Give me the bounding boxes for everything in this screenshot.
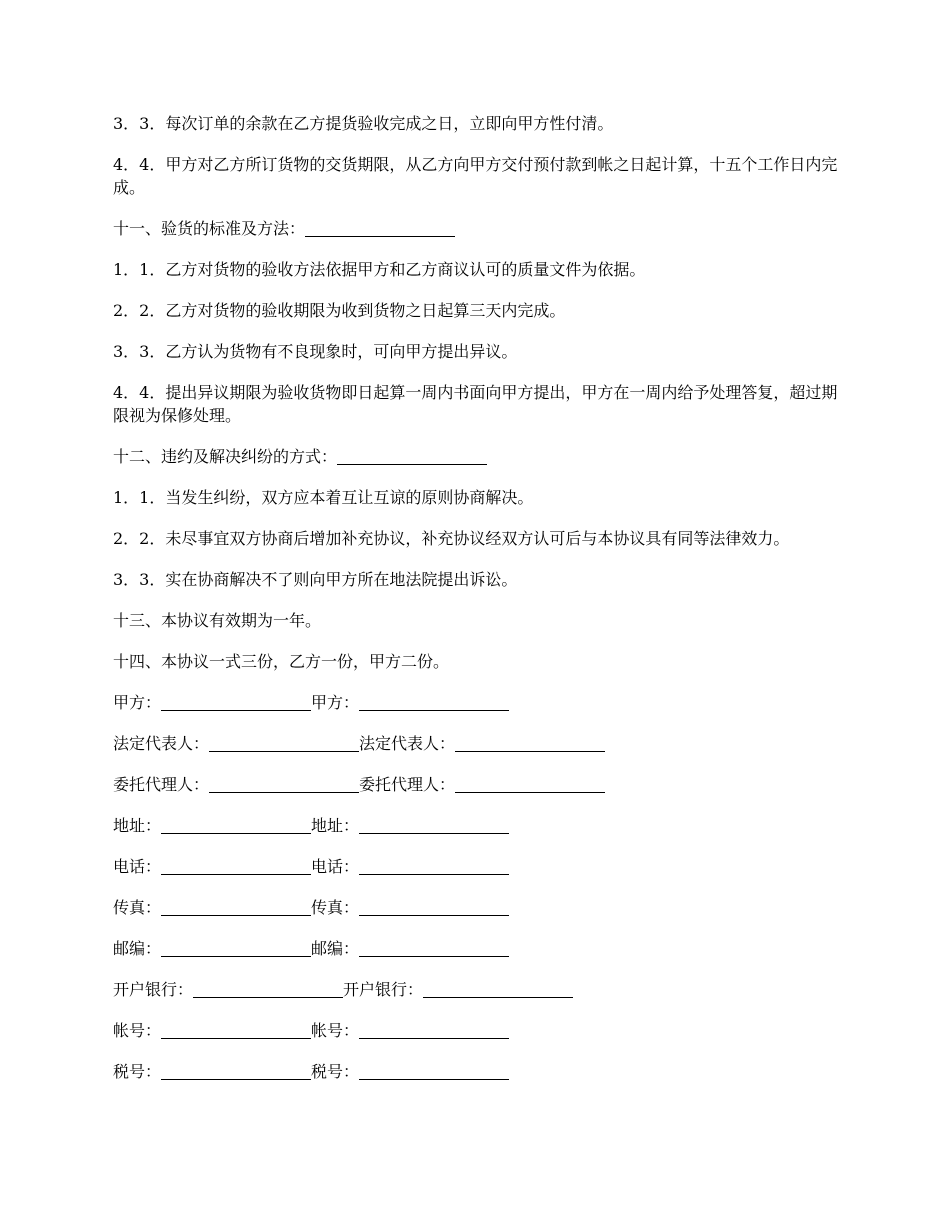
fill-blank xyxy=(455,733,605,752)
fill-blank xyxy=(359,692,509,711)
clause-12-3: 3．3．实在协商解决不了则向甲方所在地法院提出诉讼。 xyxy=(113,570,518,589)
clause-11-4: 4．4．提出异议期限为验收货物即日起算一周内书面向甲方提出，甲方在一周内给予处理答复，超过期限视为保修处理。 xyxy=(113,383,838,425)
signature-row-party: 甲方： 甲方： xyxy=(113,691,840,714)
clause-12-1: 1．1．当发生纠纷，双方应本着互让互谅的原则协商解决。 xyxy=(113,488,534,507)
fill-blank xyxy=(305,218,455,237)
document-body xyxy=(113,112,840,1101)
section-11-heading: 十一、验货的标准及方法： xyxy=(113,217,840,240)
clause-11-2: 2．2．乙方对货物的验收期限为收到货物之日起算三天内完成。 xyxy=(113,301,566,320)
fill-blank xyxy=(161,692,311,711)
fill-blank xyxy=(359,897,509,916)
fill-blank xyxy=(161,1020,311,1039)
signature-row-bank: 开户银行： 开户银行： xyxy=(113,978,840,1001)
signature-row-postcode: 邮编： 邮编： xyxy=(113,937,840,960)
section-14: 十四、本协议一式三份，乙方一份，甲方二份。 xyxy=(113,652,450,671)
section-13: 十三、本协议有效期为一年。 xyxy=(113,611,322,630)
fill-blank xyxy=(209,774,359,793)
clause-11-1: 1．1．乙方对货物的验收方法依据甲方和乙方商议认可的质量文件为依据。 xyxy=(113,260,646,279)
fill-blank xyxy=(161,897,311,916)
fill-blank xyxy=(193,979,343,998)
signature-row-agent: 委托代理人： 委托代理人： xyxy=(113,773,840,796)
fill-blank xyxy=(209,733,359,752)
fill-blank xyxy=(161,815,311,834)
signature-row-tax-id: 税号： 税号： xyxy=(113,1060,840,1083)
fill-blank xyxy=(359,1061,509,1080)
fill-blank xyxy=(359,1020,509,1039)
fill-blank xyxy=(359,815,509,834)
fill-blank xyxy=(161,856,311,875)
fill-blank xyxy=(423,979,573,998)
signature-row-account: 帐号： 帐号： xyxy=(113,1019,840,1042)
signature-row-address: 地址： 地址： xyxy=(113,814,840,837)
fill-blank xyxy=(359,856,509,875)
fill-blank xyxy=(161,938,311,957)
fill-blank xyxy=(455,774,605,793)
clause-11-3: 3．3．乙方认为货物有不良现象时，可向甲方提出异议。 xyxy=(113,342,518,361)
fill-blank xyxy=(359,938,509,957)
clause-12-2: 2．2．未尽事宜双方协商后增加补充协议，补充协议经双方认可后与本协议具有同等法律效力。 xyxy=(113,529,790,548)
clause-10-4: 4．4．甲方对乙方所订货物的交货期限，从乙方向甲方交付预付款到帐之日起计算，十五个工作日内完成。 xyxy=(113,155,838,197)
signature-row-phone: 电话： 电话： xyxy=(113,855,840,878)
fill-blank xyxy=(337,446,487,465)
clause-10-3: 3．3．每次订单的余款在乙方提货验收完成之日，立即向甲方性付清。 xyxy=(113,114,614,133)
signature-row-legal-rep: 法定代表人： 法定代表人： xyxy=(113,732,840,755)
fill-blank xyxy=(161,1061,311,1080)
section-12-heading: 十二、违约及解决纠纷的方式： xyxy=(113,445,840,468)
signature-row-fax: 传真： 传真： xyxy=(113,896,840,919)
